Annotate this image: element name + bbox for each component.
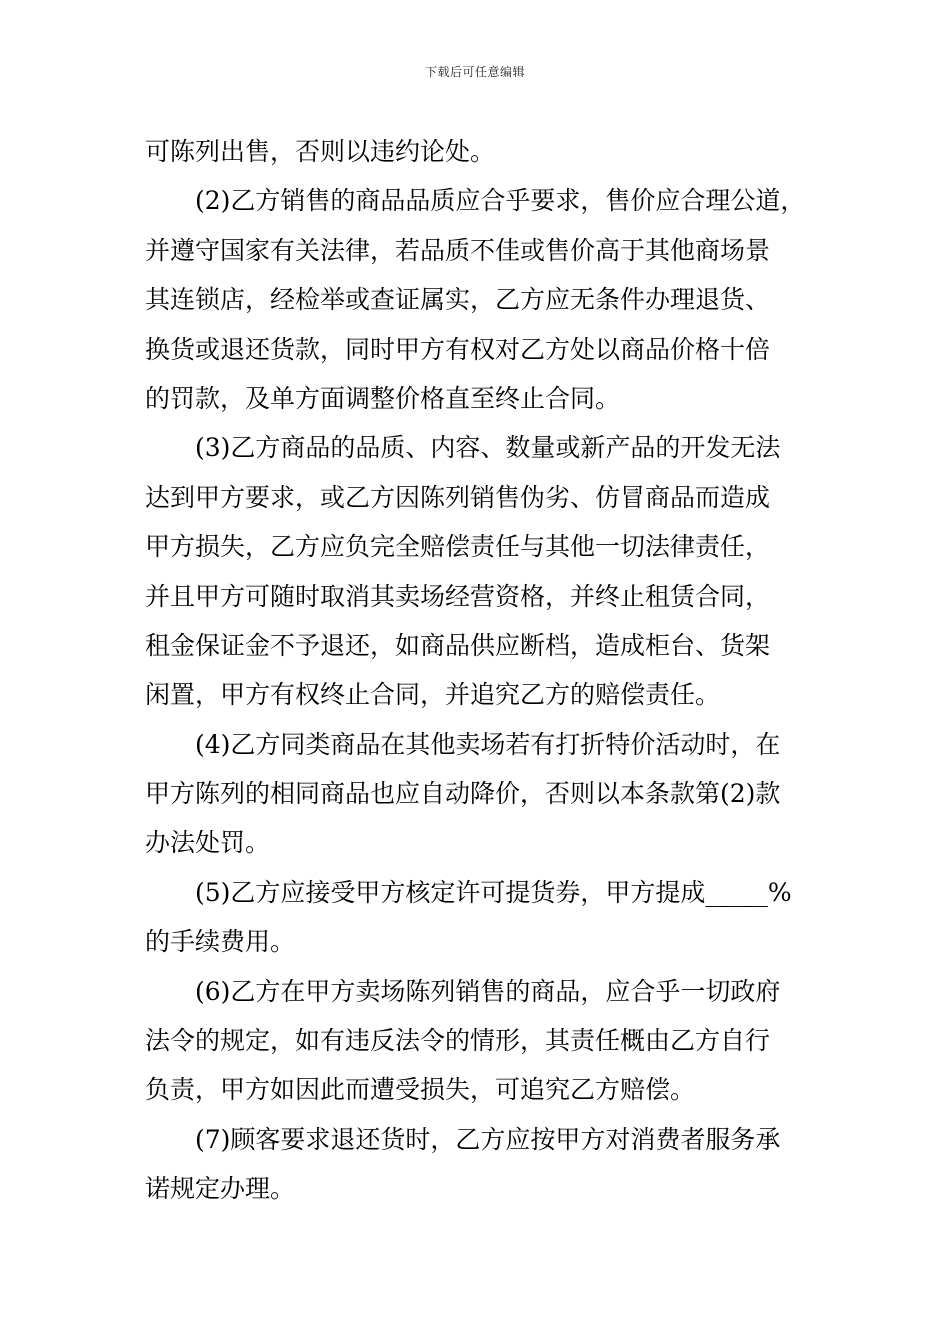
- paragraph-first-line: (7)顾客要求退还货时，乙方应按甲方对消费者服务承: [195, 1124, 781, 1154]
- paragraph-first-line: (2)乙方销售的商品品质应合乎要求，售价应合理公道，: [195, 186, 806, 216]
- document-body: [145, 127, 817, 1214]
- text-line: 换货或退还货款，同时甲方有权对乙方处以商品价格十倍: [145, 334, 771, 364]
- paragraph-first-line: (3)乙方商品的品质、内容、数量或新产品的开发无法: [195, 433, 781, 463]
- text-line: 法令的规定，如有违反法令的情形，其责任概由乙方自行: [145, 1026, 771, 1056]
- text-line: 其连锁店，经检举或查证属实，乙方应无条件办理退货、: [145, 285, 771, 315]
- paragraph-first-line: (4)乙方同类商品在其他卖场若有打折特价活动时，在: [195, 729, 781, 759]
- text-line: 达到甲方要求，或乙方因陈列销售伪劣、仿冒商品而造成: [145, 482, 771, 512]
- paragraph-first-line: (6)乙方在甲方卖场陈列销售的商品，应合乎一切政府: [195, 976, 781, 1006]
- text-line: 甲方陈列的相同商品也应自动降价，否则以本条款第(2)款: [145, 779, 781, 809]
- text-line: 可陈列出售，否则以违约论处。: [145, 137, 496, 166]
- text-line: 办法处罚。: [145, 828, 271, 858]
- text-line: 租金保证金不予退还，如商品供应断档，造成柜台、货架: [145, 630, 771, 660]
- page-header: 下载后可任意编辑: [424, 65, 525, 79]
- paragraph-first-line: (5)乙方应接受甲方核定许可提货券，甲方提成_____%: [195, 877, 792, 907]
- text-line: 并且甲方可随时取消其卖场经营资格，并终止租赁合同，: [145, 581, 771, 611]
- text-line: 诺规定办理。: [145, 1174, 296, 1204]
- text-line: 负责，甲方如因此而遭受损失，可追究乙方赔偿。: [145, 1075, 696, 1105]
- text-line: 的手续费用。: [145, 927, 296, 957]
- text-line: 的罚款，及单方面调整价格直至终止合同。: [145, 383, 621, 413]
- text-line: 并遵守国家有关法律，若品质不佳或售价高于其他商场景: [145, 235, 771, 265]
- text-line: 闲置，甲方有权终止合同，并追究乙方的赔偿责任。: [145, 680, 721, 710]
- text-line: 甲方损失，乙方应负完全赔偿责任与其他一切法律责任，: [145, 532, 771, 562]
